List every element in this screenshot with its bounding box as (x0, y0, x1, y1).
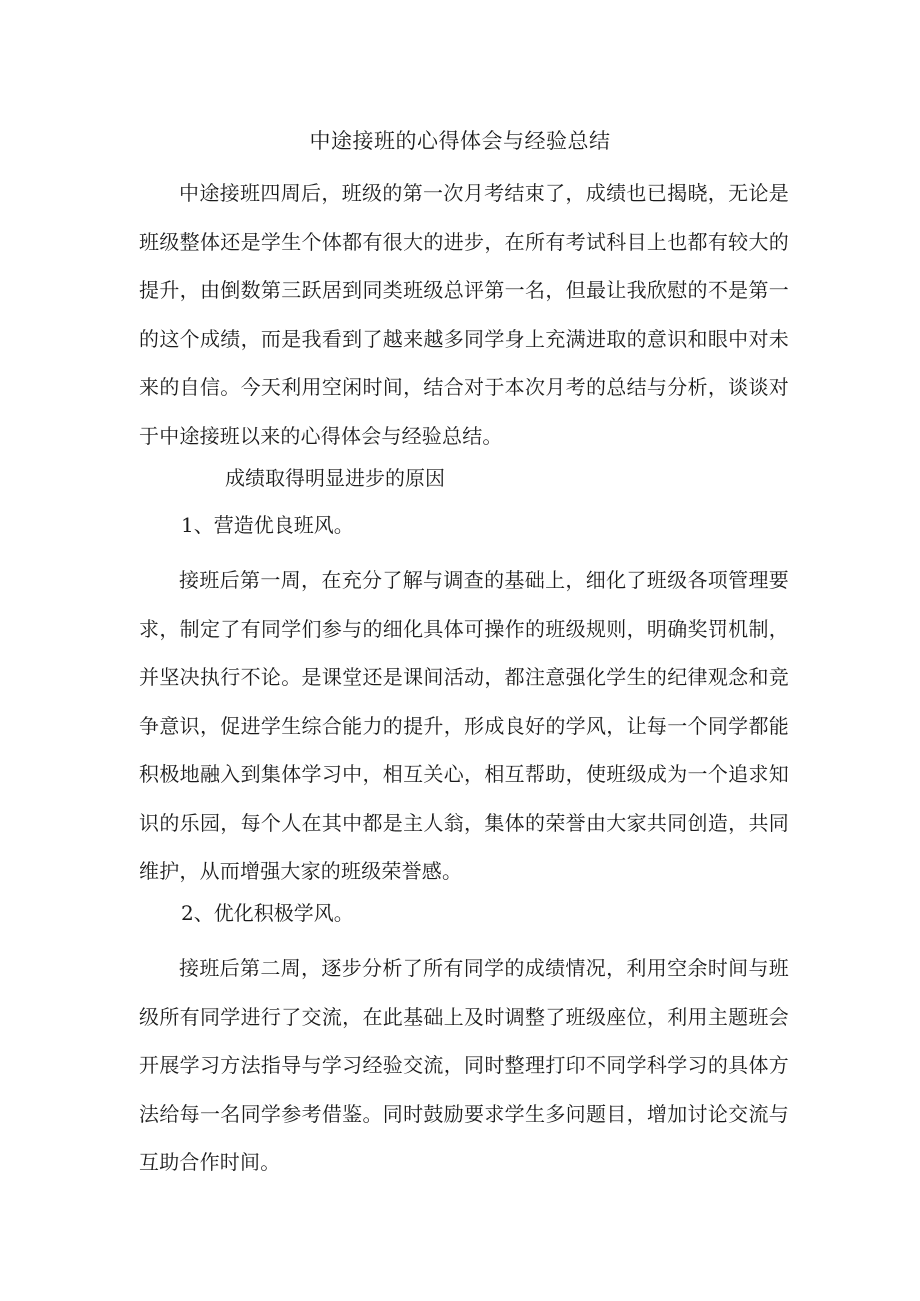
subsection-paragraph-2: 接班后第二周，逐步分析了所有同学的成绩情况，利用空余时间与班级所有同学进行了交流，在此基础上及时调整了班级座位，利用主题班会开展学习方法指导与学习经验交流，同时整理打印不同学科学习的具体方法给每一名同学参考借鉴。同时鼓励要求学生多问题目，增加讨论交流与互助合作时间。 (139, 956, 789, 1174)
section-heading: 成绩取得明显进步的原因 (225, 466, 445, 490)
subsection-paragraph-1: 接班后第一周，在充分了解与调查的基础上，细化了班级各项管理要求，制定了有同学们参与的细化具体可操作的班级规则，明确奖罚机制，并坚决执行不论。是课堂还是课间活动，都注意强化学生的纪律观念和竞争意识，促进学生综合能力的提升，形成良好的学风，让每一个同学都能积极地融入到集体学习中，相互关心，相互帮助，使班级成为一个追求知识的乐园，每个人在其中都是主人翁，集体的荣誉由大家共同创造，共同维护，从而增强大家的班级荣誉感。 (139, 568, 789, 883)
subsection-heading-2: 2、优化积极学风。 (181, 901, 354, 925)
document-title: 中途接班的心得体会与经验总结 (309, 129, 611, 153)
intro-paragraph: 中途接班四周后，班级的第一次月考结束了，成绩也已揭晓，无论是班级整体还是学生个体都有很大的进步，在所有考试科目上也都有较大的提升，由倒数第三跃居到同类班级总评第一名，但最让我欣慰的不是第一的这个成绩，而是我看到了越来越多同学身上充满进取的意识和眼中对未来的自信。今天利用空闲时间，结合对于本次月考的总结与分析，谈谈对于中途接班以来的心得体会与经验总结。 (139, 181, 789, 448)
subsection-heading-1: 1、营造优良班风。 (181, 513, 354, 537)
